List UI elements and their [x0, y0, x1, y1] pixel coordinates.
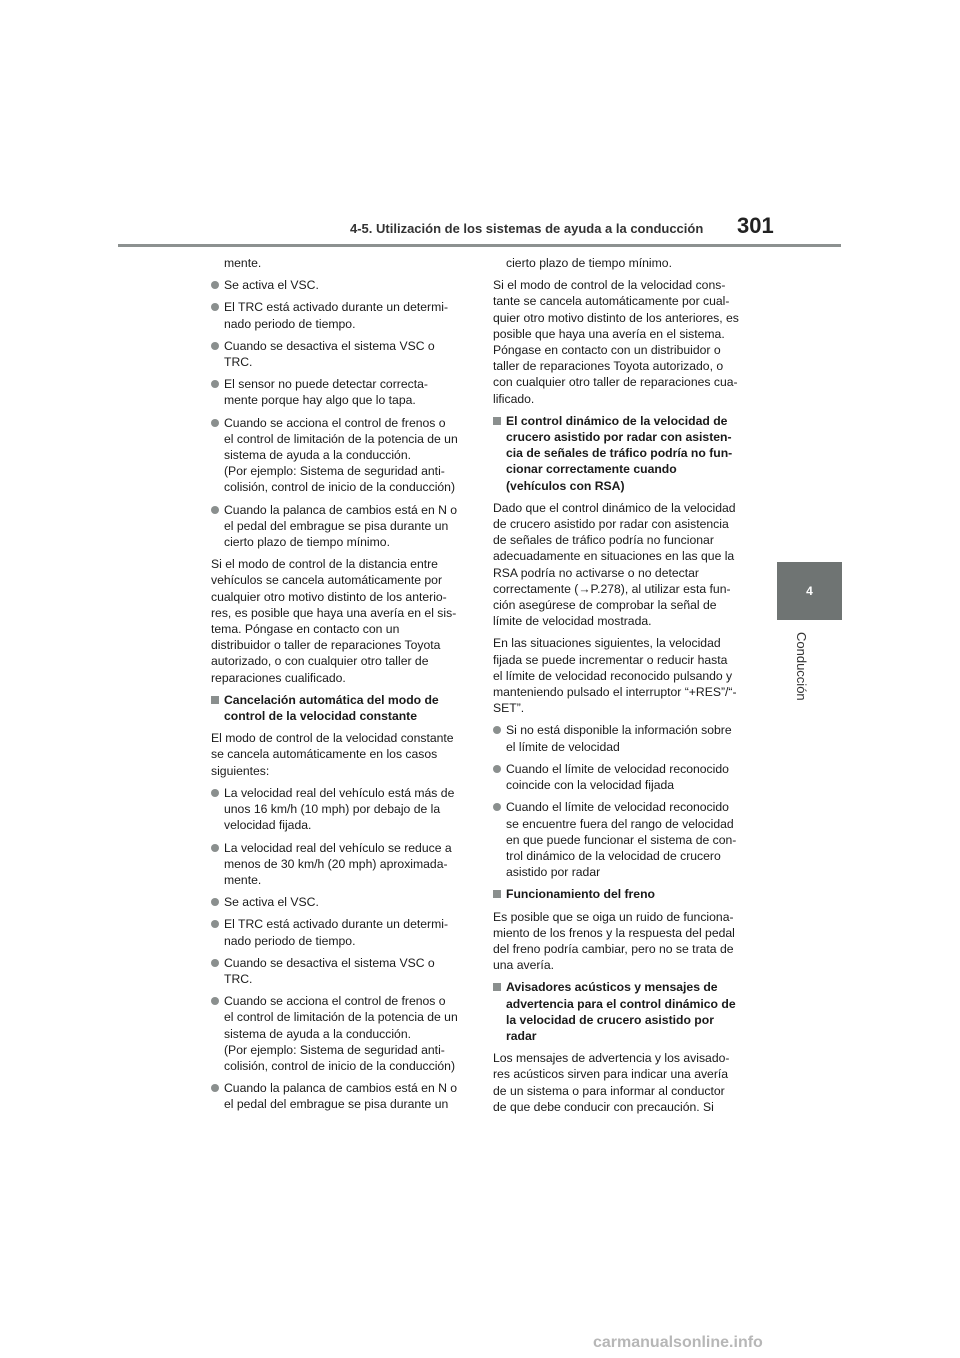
text-line: tema. Póngase en contacto con un	[211, 622, 400, 637]
text-line: Si el modo de control de la distancia entre	[211, 557, 438, 572]
text-line: El control dinámico de la velocidad de	[506, 413, 728, 428]
text-line: Funcionamiento del freno	[506, 887, 655, 902]
text-line: Cuando la palanca de cambios está en N o	[224, 502, 458, 517]
text-line: el pedal del embrague se pisa durante un	[224, 1097, 449, 1112]
bullet-item	[211, 1080, 469, 1112]
text-line: Cancelación automática del modo de	[224, 692, 439, 707]
section-heading	[211, 692, 469, 724]
text-line: Cuando se desactiva el sistema VSC o	[224, 338, 435, 353]
text-line: (vehículos con RSA)	[506, 478, 625, 493]
text-line: Cuando el límite de velocidad reconocido	[506, 800, 729, 815]
text-line: Cuando se acciona el control de frenos o	[224, 994, 446, 1009]
text-line: res acústicos sirven para indicar una avería	[493, 1067, 729, 1082]
section-heading	[493, 886, 751, 902]
section-title: 4-5. Utilización de los sistemas de ayuda a la conducción	[350, 221, 704, 236]
text-line: Si el modo de control de la velocidad cons-	[493, 278, 726, 293]
text-line: TRC.	[224, 355, 253, 370]
paragraph	[493, 635, 751, 716]
text-line: La velocidad real del vehículo está más de	[224, 785, 455, 800]
text-line: distribuidor o taller de reparaciones Toyota	[211, 638, 441, 653]
bullet-item	[211, 840, 469, 889]
text-line: res, es posible que haya una avería en el sis-	[211, 605, 457, 620]
paragraph	[211, 730, 469, 779]
paragraph	[211, 556, 469, 686]
text-line: el control de limitación de la potencia de un	[224, 1010, 458, 1025]
text-line: en que puede funcionar el sistema de con-	[506, 832, 737, 847]
text-line: sistema de ayuda a la conducción.	[224, 448, 411, 463]
text-line: fijada se puede incrementar o reducir hasta	[493, 652, 728, 667]
text-line: el límite de velocidad	[506, 739, 620, 754]
text-line: vehículos se cancela automáticamente por	[211, 573, 443, 588]
text-line: colisión, control de inicio de la conducción)	[224, 1058, 456, 1073]
text-line: tante se cancela automáticamente por cual-	[493, 294, 730, 309]
text-line: (Por ejemplo: Sistema de seguridad anti-	[224, 1042, 445, 1057]
text-line: Cuando se desactiva el sistema VSC o	[224, 955, 435, 970]
text-line: cualquier otro motivo distinto de los anterio-	[211, 589, 447, 604]
text-line: límite de velocidad mostrada.	[493, 614, 652, 629]
text-line: mente.	[224, 872, 262, 887]
bullet-item	[493, 722, 751, 754]
paragraph	[493, 255, 751, 271]
text-line: El modo de control de la velocidad constante	[211, 731, 454, 746]
text-line: TRC.	[224, 971, 253, 986]
text-line: Cuando la palanca de cambios está en N o	[224, 1081, 458, 1096]
text-line: ción asegúrese de comprobar la señal de	[493, 598, 717, 613]
text-line: radar	[506, 1028, 537, 1043]
text-line: miento de los frenos y la respuesta del pedal	[493, 925, 735, 940]
paragraph	[211, 255, 469, 271]
text-line: adecuadamente en situaciones en las que la	[493, 549, 735, 564]
chapter-number: 4	[806, 584, 813, 598]
text-line: el límite de velocidad reconocido pulsando y	[493, 668, 733, 683]
text-line: lificado.	[493, 391, 535, 406]
section-heading	[493, 413, 751, 494]
text-line: colisión, control de inicio de la conducción)	[224, 480, 456, 495]
text-line: coincide con la velocidad fijada	[506, 778, 675, 793]
header-rule	[118, 244, 841, 247]
text-line: de señales de tráfico podría no funcionar	[493, 533, 714, 548]
watermark: carmanualsonline.info	[593, 1334, 763, 1351]
text-line: mente.	[224, 256, 262, 270]
text-line: asistido por radar	[506, 865, 601, 880]
text-line: menos de 30 km/h (20 mph) aproximada-	[224, 856, 448, 871]
page-number: 301	[737, 213, 774, 238]
text-line: trol dinámico de la velocidad de crucero	[506, 848, 721, 863]
bullet-item	[211, 916, 469, 948]
bullet-item	[211, 277, 469, 293]
paragraph	[493, 1050, 751, 1115]
text-line: unos 16 km/h (10 mph) por debajo de la	[224, 802, 441, 817]
text-line: SET”.	[493, 701, 525, 716]
text-line: El TRC está activado durante un determi-	[224, 917, 448, 932]
text-line: (Por ejemplo: Sistema de seguridad anti-	[224, 464, 445, 479]
text-line: del freno podría cambiar, pero no se trata de	[493, 941, 734, 956]
text-line: siguientes:	[211, 763, 270, 778]
text-line: se cancela automáticamente en los casos	[211, 747, 438, 762]
chapter-tab[interactable]	[777, 562, 842, 620]
left-column	[211, 255, 469, 1119]
text-line: de un sistema o para informar al conductor	[493, 1083, 725, 1098]
bullet-item	[211, 785, 469, 834]
text-line: correctamente (→P.278), al utilizar esta fun-	[493, 581, 731, 596]
bullet-item	[493, 761, 751, 793]
bullet-item	[211, 415, 469, 496]
text-line: nado periodo de tiempo.	[224, 933, 356, 948]
text-line: la velocidad de crucero asistido por	[506, 1012, 714, 1027]
text-line: advertencia para el control dinámico de	[506, 996, 736, 1011]
text-line: cia de señales de tráfico podría no fun-	[506, 446, 733, 461]
text-line: mente porque hay algo que lo tapa.	[224, 393, 416, 408]
text-line: manteniendo pulsado el interruptor “+RES”/“-	[493, 685, 737, 700]
text-line: reparaciones cualificado.	[211, 670, 346, 685]
text-line: crucero asistido por radar con asisten-	[506, 430, 732, 445]
text-line: La velocidad real del vehículo se reduce a	[224, 840, 452, 855]
paragraph	[493, 277, 751, 407]
text-line: RSA podría no activarse o no detectar	[493, 565, 699, 580]
text-line: control de la velocidad constante	[224, 709, 418, 724]
text-line: velocidad fijada.	[224, 818, 312, 833]
text-line: Se activa el VSC.	[224, 278, 319, 293]
text-line: El TRC está activado durante un determi-	[224, 300, 448, 315]
text-line: de crucero asistido por radar con asistencia	[493, 517, 729, 532]
text-line: En las situaciones siguientes, la velocidad	[493, 636, 721, 651]
text-line: cionar correctamente cuando	[506, 462, 677, 477]
right-column	[493, 255, 751, 1121]
text-line: de que debe conducir con precaución. Si	[493, 1099, 714, 1114]
bullet-item	[211, 338, 469, 370]
text-line: Se activa el VSC.	[224, 895, 319, 910]
text-line: se encuentre fuera del rango de velocidad	[506, 816, 734, 831]
text-line: Avisadores acústicos y mensajes de	[506, 980, 718, 995]
text-line: nado periodo de tiempo.	[224, 316, 356, 331]
text-line: Póngase en contacto con un distribuidor o	[493, 343, 721, 358]
text-line: cierto plazo de tiempo mínimo.	[224, 535, 390, 550]
text-line: El sensor no puede detectar correcta-	[224, 377, 428, 392]
chapter-label: Conducción	[794, 632, 809, 701]
text-line: Cuando el límite de velocidad reconocido	[506, 761, 729, 776]
text-line: una avería.	[493, 958, 554, 973]
text-line: con cualquier otro taller de reparaciones cua-	[493, 375, 738, 390]
text-line: Cuando se acciona el control de frenos o	[224, 415, 446, 430]
text-line: cierto plazo de tiempo mínimo.	[506, 256, 672, 270]
text-line: sistema de ayuda a la conducción.	[224, 1026, 411, 1041]
paragraph	[493, 909, 751, 974]
bullet-item	[211, 376, 469, 408]
text-line: autorizado, o con cualquier otro taller de	[211, 654, 429, 669]
text-line: Dado que el control dinámico de la velocidad	[493, 500, 736, 515]
text-line: quier otro motivo distinto de los anteriores, es	[493, 310, 739, 325]
text-line: el pedal del embrague se pisa durante un	[224, 518, 449, 533]
bullet-item	[211, 955, 469, 987]
section-heading	[493, 979, 751, 1044]
text-line: Los mensajes de advertencia y los avisado-	[493, 1051, 730, 1066]
text-line: Es posible que se oiga un ruido de funciona-	[493, 909, 734, 924]
bullet-item	[493, 799, 751, 880]
text-line: posible que haya una avería en el sistema.	[493, 326, 725, 341]
text-line: Si no está disponible la información sobre	[506, 723, 732, 738]
bullet-item	[211, 299, 469, 331]
text-line: taller de reparaciones Toyota autorizado, o	[493, 359, 724, 374]
bullet-item	[211, 894, 469, 910]
bullet-item	[211, 502, 469, 551]
bullet-item	[211, 993, 469, 1074]
text-line: el control de limitación de la potencia de un	[224, 431, 458, 446]
paragraph	[493, 500, 751, 630]
